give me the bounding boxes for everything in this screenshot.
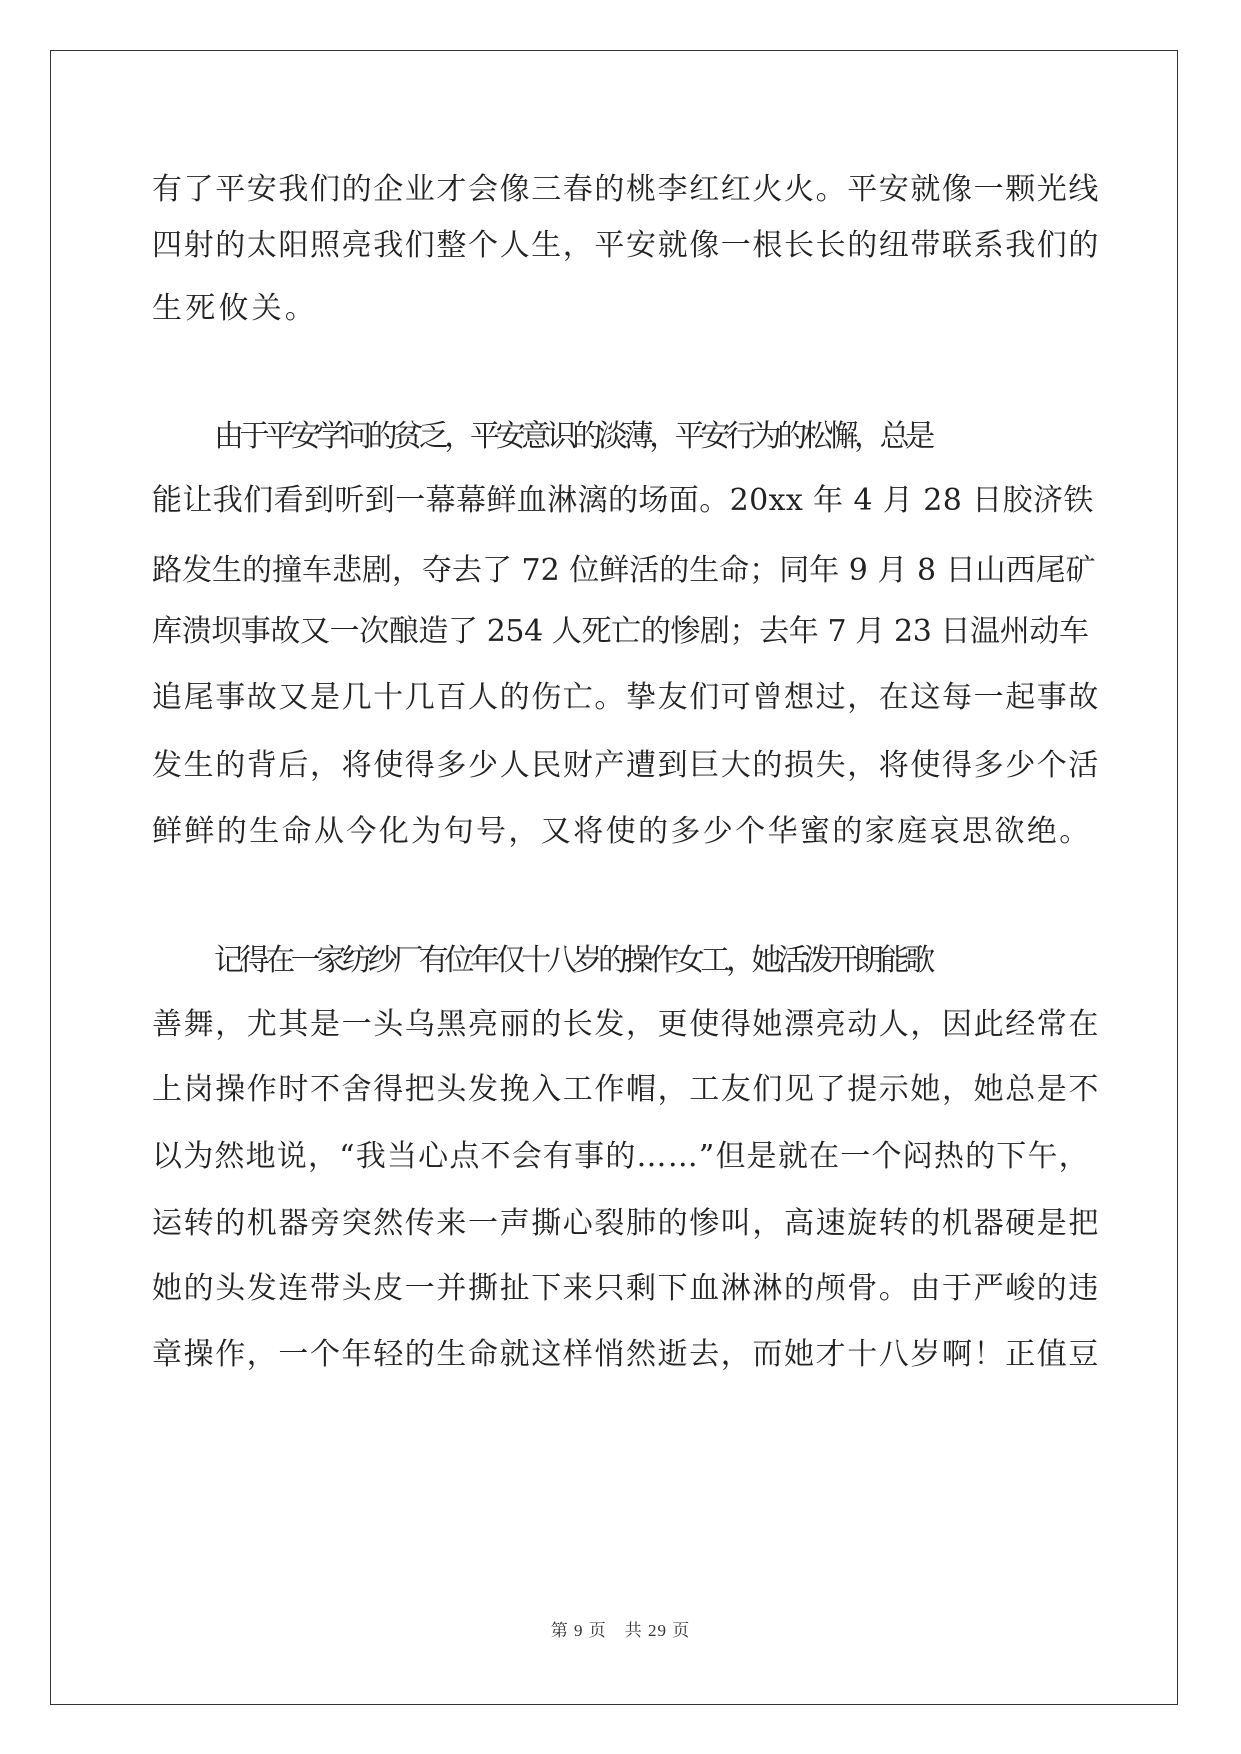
text-line: 发生的背后，将使得多少人民财产遭到巨大的损失，将使得多少个活 — [152, 748, 1100, 783]
text-line: 她的头发连带头皮一并撕扯下来只剩下血淋淋的颅骨。由于严峻的违 — [152, 1271, 1100, 1306]
text-line: 鲜鲜的生命从今化为句号，又将使的多少个华蜜的家庭哀思欲绝。 — [152, 814, 1092, 849]
page-footer — [0, 1616, 1241, 1641]
text-line: 追尾事故又是几十几百人的伤亡。挚友们可曾想过，在这每一起事故 — [152, 680, 1100, 715]
text-line: 上岗操作时不舍得把头发挽入工作帽，工友们见了提示她，她总是不 — [152, 1072, 1100, 1107]
text-line: 路发生的撞车悲剧，夺去了 72 位鲜活的生命；同年 9 月 8 日山西尾矿 — [152, 553, 1096, 588]
page-number: 第 9 页 — [550, 1621, 607, 1640]
page-total: 共 29 页 — [624, 1621, 691, 1640]
paragraph-first-line: 记得在一家纺纱厂有位年仅十八岁的操作女工，她活泼开朗能歌 — [214, 943, 931, 978]
text-line: 有了平安我们的企业才会像三春的桃李红红火火。平安就像一颗光线 — [152, 172, 1100, 207]
paragraph-first-line: 由于平安学问的贫乏，平安意识的淡薄，平安行为的松懈，总是 — [214, 419, 931, 454]
text-line: 能让我们看到听到一幕幕鲜血淋漓的场面。20xx 年 4 月 28 日胶济铁 — [152, 483, 1094, 518]
text-line: 四射的太阳照亮我们整个人生，平安就像一根长长的纽带联系我们的 — [152, 228, 1100, 263]
text-line: 生死攸关。 — [152, 291, 318, 326]
text-line: 运转的机器旁突然传来一声撕心裂肺的惨叫，高速旋转的机器硬是把 — [152, 1206, 1100, 1241]
text-line: 善舞，尤其是一头乌黑亮丽的长发，更使得她漂亮动人，因此经常在 — [152, 1007, 1100, 1042]
text-line: 库溃坝事故又一次酿造了 254 人死亡的惨剧；去年 7 月 23 日温州动车 — [152, 614, 1089, 649]
text-line: 以为然地说，“我当心点不会有事的……”但是就在一个闷热的下午， — [152, 1139, 1090, 1174]
text-line: 章操作，一个年轻的生命就这样悄然逝去，而她才十八岁啊！正值豆 — [152, 1337, 1100, 1372]
